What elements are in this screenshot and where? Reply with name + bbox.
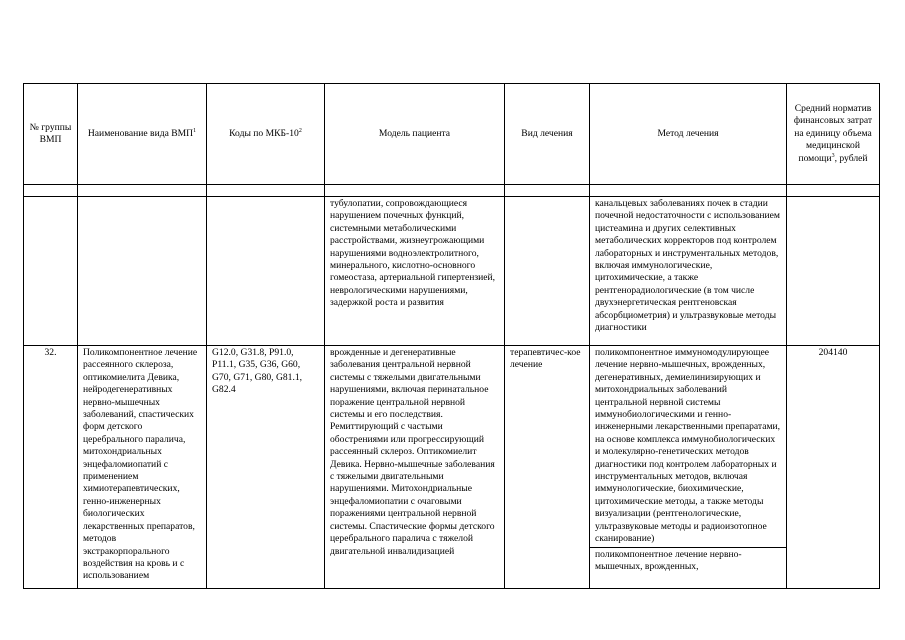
spacer-cell xyxy=(590,185,787,197)
header-icd-codes xyxy=(207,84,325,185)
header-icd-codes-text: Коды по МКБ-10 xyxy=(229,127,299,139)
header-treatment-type: Вид лечения xyxy=(505,84,590,185)
row-32-cost: 204140 xyxy=(787,346,880,589)
header-spacer-row xyxy=(24,185,880,197)
continuation-row xyxy=(24,197,880,346)
header-treatment-method: Метод лечения xyxy=(590,84,787,185)
row-32-patient-model: врожденные и дегенеративные заболевания центральной нервной системы с тяжелыми двигательными нарушениями, включая перинатальное поражение центральной нервной системы и его последствия. Ремиттирующий с частыми обострениями или прогрессирующий рассеянный склероз. Оптикомиелит Девика. Нервно-мышечные заболевания с тяжелыми двигательными нарушениями. Митохондриальные энцефаломиопатии с очаговыми поражениями центральной нервной системы. Спастические формы детского церебрального паралича с тяжелой двигательной инвалидизацией xyxy=(325,346,505,589)
header-group-number: № группы ВМП xyxy=(24,84,78,185)
row-32 xyxy=(24,346,880,589)
header-cost-norm-tail: , рублей xyxy=(834,152,868,164)
header-row xyxy=(24,84,880,185)
header-vmp-name xyxy=(78,84,207,185)
cont-cost-cell xyxy=(787,197,880,346)
row-32-treatment: терапевтичес-кое лечение xyxy=(505,346,590,589)
spacer-cell xyxy=(207,185,325,197)
header-cost-norm xyxy=(787,84,880,185)
row-32-method-2: поликомпонентное лечение нервно-мышечных, врожденных, xyxy=(595,548,742,572)
spacer-cell xyxy=(325,185,505,197)
header-vmp-name-footnote: 1 xyxy=(193,127,197,134)
header-vmp-name-text: Наименование вида ВМП xyxy=(87,127,194,139)
cont-group-cell xyxy=(24,197,78,346)
header-icd-codes-footnote: 2 xyxy=(298,127,302,134)
spacer-cell xyxy=(787,185,880,197)
header-cost-norm-footnote: 3 xyxy=(831,152,835,159)
header-patient-model: Модель пациента xyxy=(325,84,505,185)
cont-name-cell xyxy=(78,197,207,346)
cont-treatment-cell xyxy=(505,197,590,346)
spacer-cell xyxy=(24,185,78,197)
vmp-table xyxy=(23,83,880,589)
row-32-method-1: поликомпонентное иммуномодулирующее лечение нервно-мышечных, врожденных, дегенеративных, демиелинизирующих и митохондриальных заболеваний центральной нервной системы иммунобиологическими и генно-инженерными лекарственными препаратами, на основе комплекса иммунобиологических и молекулярно-генетических методов диагностики под контролем лабораторных и инструментальных методов, включая иммунологические, биохимические, цитохимические методы, а также методы визуализации (рентгенологические, ультразвуковые методы и радиоизотопное сканирование) xyxy=(590,347,786,548)
cont-codes-cell xyxy=(207,197,325,346)
spacer-cell xyxy=(505,185,590,197)
row-32-method-cell xyxy=(590,346,787,589)
row-32-group: 32. xyxy=(24,346,78,589)
row-32-name: Поликомпонентное лечение рассеянного склероза, оптикомиелита Девика, нейродегенеративных нервно-мышечных заболеваний, спастических форм детского церебрального паралича, митохондриальных энцефаломиопатий с применением химиотерапевтических, генно-инженерных биологических лекарственных препаратов, методов экстракорпорального воздействия на кровь и с использованием xyxy=(78,346,207,589)
row-32-codes: G12.0, G31.8, P91.0, P11.1, G35, G36, G60, G70, G71, G80, G81.1, G82.4 xyxy=(207,346,325,589)
header-cost-norm-text: Средний норматив финансовых затрат на единицу объема медицинской помощи xyxy=(793,102,873,164)
cont-patient-model: тубулопатии, сопровождающиеся нарушением почечных функций, системными метаболическими расстройствами, жизнеугрожающими нарушениями водноэлектролитного, минерального, кислотно-основного гомеостаза, артериальной гипертензией, неврологическими нарушениями, задержкой роста и развития xyxy=(325,197,505,346)
spacer-cell xyxy=(78,185,207,197)
cont-method: канальцевых заболеваниях почек в стадии почечной недостаточности с использованием цистеамина и других селективных метаболических корректоров под контролем лабораторных и инструментальных методов, включая иммунологические, цитохимические, а также рентгенорадиологические (в том числе двухэнергетическая рентгеновская абсорбциометрия) и ультразвуковые методы диагностики xyxy=(590,197,787,346)
